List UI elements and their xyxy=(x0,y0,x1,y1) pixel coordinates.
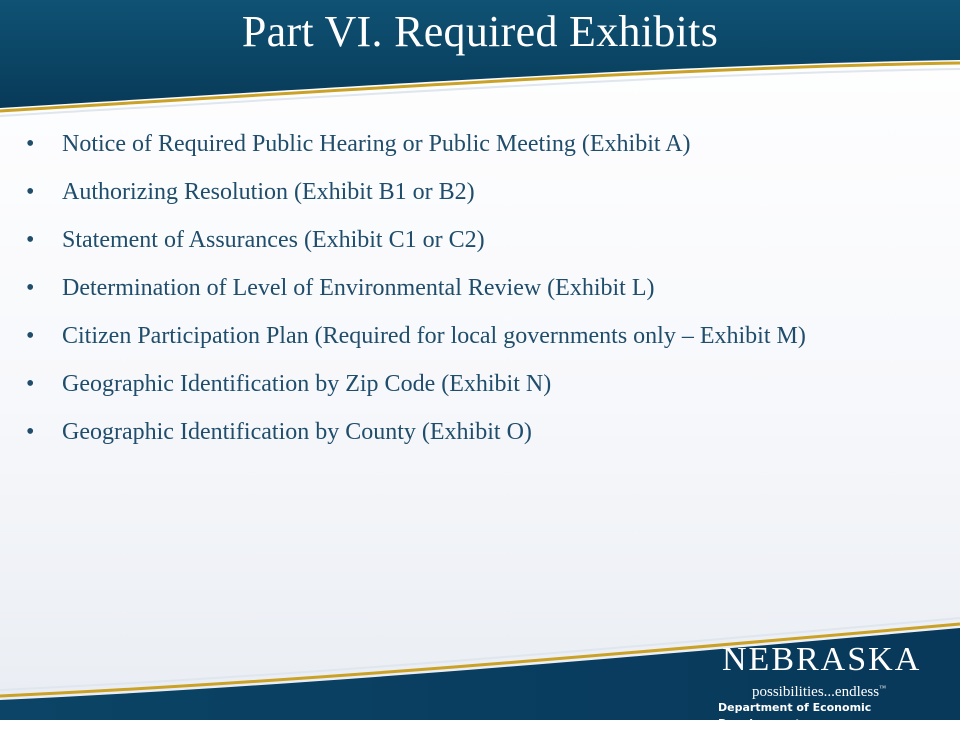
list-item xyxy=(26,126,946,162)
bullet-icon: • xyxy=(26,131,35,157)
bullet-icon: • xyxy=(26,227,35,253)
logo-tagline-text: possibilities...endless xyxy=(752,684,880,700)
list-item xyxy=(26,366,946,402)
bullet-icon: • xyxy=(26,323,35,349)
list-item-text: Authorizing Resolution (Exhibit B1 or B2) xyxy=(62,179,475,205)
list-item-text: Geographic Identification by County (Exhibit O) xyxy=(62,419,532,445)
list-item-text: Determination of Level of Environmental Review (Exhibit L) xyxy=(62,275,655,301)
bullet-icon: • xyxy=(26,275,35,301)
list-item xyxy=(26,414,946,450)
list-item-text: Citizen Participation Plan (Required for local governments only – Exhibit M) xyxy=(62,323,806,349)
logo-tagline xyxy=(752,678,886,702)
list-item xyxy=(26,222,946,258)
list-item xyxy=(26,270,946,306)
exhibit-list xyxy=(26,126,946,462)
list-item xyxy=(26,174,946,210)
bullet-icon: • xyxy=(26,419,35,445)
nebraska-logo xyxy=(710,640,950,730)
bullet-icon: • xyxy=(26,179,35,205)
logo-department: Department of Economic Development xyxy=(718,701,872,730)
logo-wordmark: NEBRASKA xyxy=(722,641,922,678)
list-item-text: Notice of Required Public Hearing or Public Meeting (Exhibit A) xyxy=(62,131,691,157)
list-item-text: Statement of Assurances (Exhibit C1 or C2) xyxy=(62,227,485,253)
list-item xyxy=(26,318,946,354)
slide-title: Part VI. Required Exhibits xyxy=(241,7,719,56)
bullet-icon: • xyxy=(26,371,35,397)
trademark-mark: ™ xyxy=(879,684,886,692)
list-item-text: Geographic Identification by Zip Code (Exhibit N) xyxy=(62,371,552,397)
